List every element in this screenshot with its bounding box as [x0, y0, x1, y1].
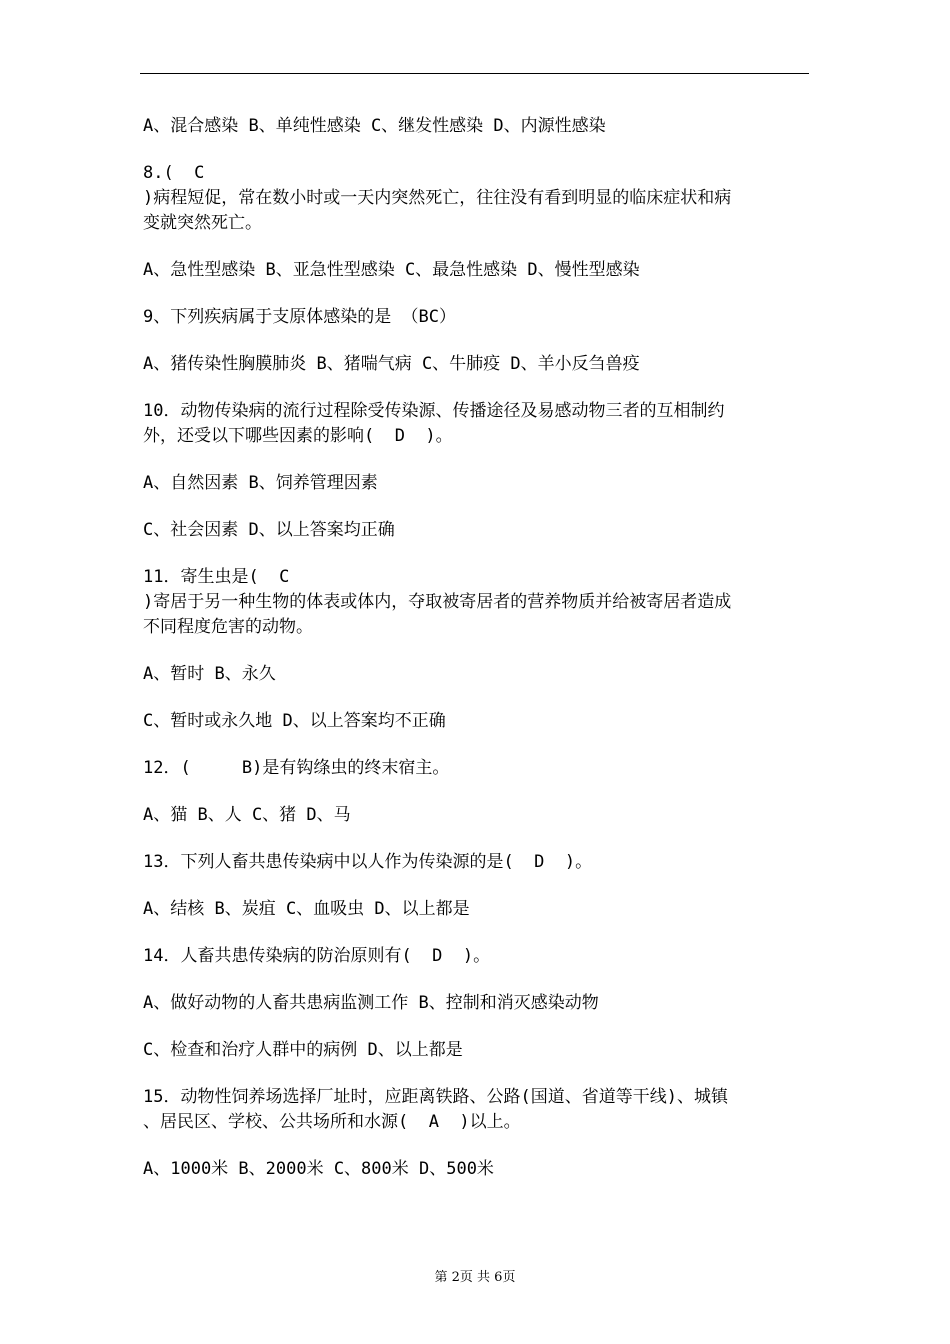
- question-8-line-1: 8.( C: [143, 163, 205, 183]
- page-number: 第 2页 共 6页: [434, 1270, 516, 1285]
- question-15-line-1: 15．动物性饲养场选择厂址时，应距离铁路、公路(国道、省道等干线)、城镇: [143, 1087, 728, 1107]
- question-14-options-cd: C、检查和治疗人群中的病例 D、以上都是: [143, 1040, 463, 1060]
- question-15-options: A、1000米 B、2000米 C、800米 D、500米: [143, 1159, 494, 1179]
- document-body: [143, 114, 808, 1182]
- question-11-line-3: 不同程度危害的动物。: [143, 617, 313, 637]
- question-11-options-cd: C、暂时或永久地 D、以上答案均不正确: [143, 711, 446, 731]
- question-10-options-cd: C、社会因素 D、以上答案均正确: [143, 520, 395, 540]
- question-8-line-3: 变就突然死亡。: [143, 213, 262, 233]
- question-9-options: A、猪传染性胸膜肺炎 B、猪喘气病 C、牛肺疫 D、羊小反刍兽疫: [143, 354, 640, 374]
- question-8-line-2: )病程短促，常在数小时或一天内突然死亡，往往没有看到明显的临床症状和病: [143, 188, 732, 208]
- header-rule: [140, 73, 809, 74]
- question-12-options: A、猫 B、人 C、猪 D、马: [143, 805, 351, 825]
- question-10-line-2: 外，还受以下哪些因素的影响( D )。: [143, 426, 453, 446]
- question-13-options: A、结核 B、炭疽 C、血吸虫 D、以上都是: [143, 899, 470, 919]
- question-15-line-2: 、居民区、学校、公共场所和水源( A )以上。: [143, 1112, 521, 1132]
- question-9: 9、下列疾病属于支原体感染的是 （BC）: [143, 307, 456, 327]
- question-11-line-1: 11．寄生虫是( C: [143, 567, 290, 587]
- question-10-options-ab: A、自然因素 B、饲养管理因素: [143, 473, 378, 493]
- question-11-line-2: )寄居于另一种生物的体表或体内，夺取被寄居者的营养物质并给被寄居者造成: [143, 592, 732, 612]
- question-10-line-1: 10．动物传染病的流行过程除受传染源、传播途径及易感动物三者的互相制约: [143, 401, 725, 421]
- question-13: 13．下列人畜共患传染病中以人作为传染源的是( D )。: [143, 852, 593, 872]
- question-8-options: A、急性型感染 B、亚急性型感染 C、最急性感染 D、慢性型感染: [143, 260, 640, 280]
- question-14-options-ab: A、做好动物的人畜共患病监测工作 B、控制和消灭感染动物: [143, 993, 599, 1013]
- text-line: A、混合感染 B、单纯性感染 C、继发性感染 D、内源性感染: [143, 116, 606, 136]
- question-11-options-ab: A、暂时 B、永久: [143, 664, 276, 684]
- question-14: 14．人畜共患传染病的防治原则有( D )。: [143, 946, 491, 966]
- question-12: 12．( B)是有钩绦虫的终末宿主。: [143, 758, 450, 778]
